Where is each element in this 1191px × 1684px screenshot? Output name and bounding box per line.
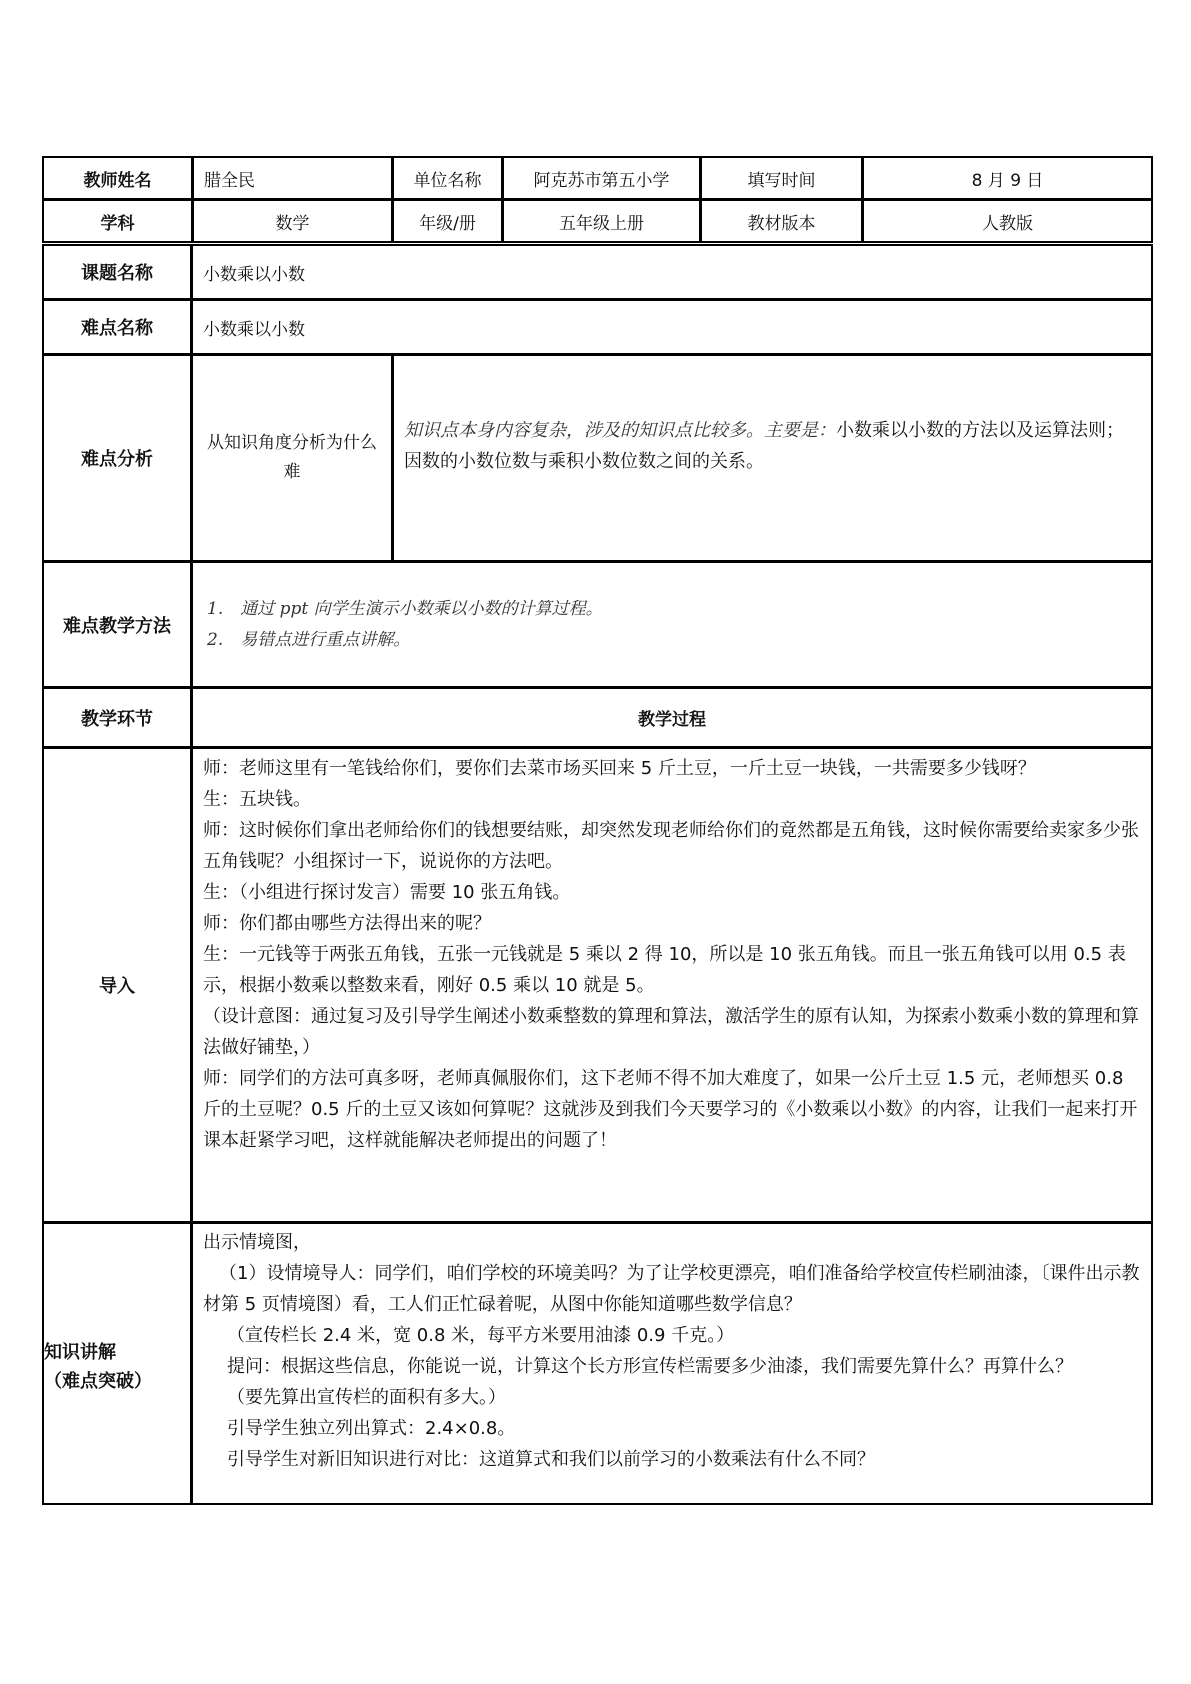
analysis-label: 难点分析 bbox=[42, 354, 192, 562]
knowledge-label-line1: 知识讲解 bbox=[44, 1341, 116, 1363]
edition-label: 教材版本 bbox=[700, 199, 863, 243]
teacher-name: 腊全民 bbox=[192, 156, 393, 200]
intro-line: 师：你们都由哪些方法得出来的呢？ bbox=[203, 913, 491, 934]
analysis-sub-label: 从知识角度分析为什么难 bbox=[191, 354, 393, 562]
topic-label: 课题名称 bbox=[42, 244, 192, 300]
method-item: 1. 通过 ppt 向学生演示小数乘以小数的计算过程。 bbox=[207, 598, 603, 619]
header-grid bbox=[43, 157, 1153, 243]
difficulty-label: 难点名称 bbox=[42, 299, 192, 355]
intro-line: 师：老师这里有一笔钱给你们，要你们去菜市场买回来 5 斤土豆，一斤土豆一块钱，一共需要多少钱呀？ bbox=[203, 758, 1036, 779]
knowledge-line: 出示情境图， bbox=[203, 1232, 311, 1253]
unit-name: 阿克苏市第五小学 bbox=[502, 156, 701, 200]
topic-row bbox=[43, 245, 1153, 300]
knowledge-row bbox=[43, 1223, 1153, 1505]
process-title: 教学过程 bbox=[191, 687, 1153, 748]
difficulty-row bbox=[43, 300, 1153, 355]
lesson-plan-table bbox=[43, 157, 1153, 1505]
intro-content bbox=[191, 747, 1153, 1223]
analysis-plain-text: 小数乘以小数的方法以及运算法则；因数的小数位数与乘积小数位数之间的关系。 bbox=[404, 419, 1124, 472]
process-label: 教学环节 bbox=[42, 687, 192, 748]
knowledge-line: （宣传栏长 2.4 米，宽 0.8 米，每平方米要用油漆 0.9 千克。） bbox=[227, 1325, 735, 1346]
grade: 五年级上册 bbox=[502, 199, 701, 243]
intro-line: 师：同学们的方法可真多呀，老师真佩服你们，这下老师不得不加大难度了，如果一公斤土豆 1.5 元，老师想买 0.8 斤的土豆呢？0.5 斤的土豆又该如何算呢？这就涉及到我们今天要学习的《小数乘以小数》的内容，让我们一起来打开课本赶紧学习吧，这样就能解决老师提出的问题了！ bbox=[203, 1068, 1138, 1151]
fill-time-label: 填写时间 bbox=[700, 156, 863, 200]
edition: 人教版 bbox=[862, 199, 1153, 243]
intro-line: 生：（小组进行探讨发言）需要 10 张五角钱。 bbox=[203, 882, 571, 903]
analysis-row bbox=[43, 355, 1153, 562]
intro-line: 生：五块钱。 bbox=[203, 789, 311, 810]
difficulty-value: 小数乘以小数 bbox=[191, 299, 1153, 355]
intro-label: 导入 bbox=[42, 747, 192, 1223]
method-list bbox=[191, 561, 1153, 688]
knowledge-label-line2: （难点突破） bbox=[44, 1370, 152, 1392]
knowledge-line: 引导学生对新旧知识进行对比：这道算式和我们以前学习的小数乘法有什么不同？ bbox=[227, 1449, 875, 1470]
intro-line: 师：这时候你们拿出老师给你们的钱想要结账，却突然发现老师给你们的竟然都是五角钱，这时候你需要给卖家多少张五角钱呢？小组探讨一下，说说你的方法吧。 bbox=[203, 820, 1139, 872]
teacher-name-label: 教师姓名 bbox=[42, 156, 193, 200]
knowledge-content bbox=[191, 1222, 1153, 1505]
subject-label: 学科 bbox=[42, 199, 193, 243]
unit-label: 单位名称 bbox=[392, 156, 503, 200]
process-header-row bbox=[43, 688, 1153, 748]
knowledge-line: 提问：根据这些信息，你能说一说，计算这个长方形宣传栏需要多少油漆，我们需要先算什么？再算什么？ bbox=[227, 1356, 1073, 1377]
knowledge-line: 引导学生独立列出算式：2.4×0.8。 bbox=[227, 1418, 516, 1439]
grade-label: 年级/册 bbox=[392, 199, 503, 243]
knowledge-line: （1）设情境导人：同学们，咱们学校的环境美吗？为了让学校更漂亮，咱们准备给学校宣传栏刷油漆，〔课件出示教材第 5 页情境图）看，工人们正忙碌着呢，从图中你能知道哪些数学信息？ bbox=[203, 1263, 1140, 1315]
knowledge-line: （要先算出宣传栏的面积有多大。） bbox=[227, 1387, 506, 1408]
knowledge-label bbox=[42, 1222, 192, 1505]
subject: 数学 bbox=[192, 199, 393, 243]
fill-time: 8 月 9 日 bbox=[862, 156, 1153, 200]
intro-line: 生：一元钱等于两张五角钱，五张一元钱就是 5 乘以 2 得 10，所以是 10 张五角钱。而且一张五角钱可以用 0.5 表示，根据小数乘以整数来看，刚好 0.5 乘以 10 就是 5。 bbox=[203, 944, 1126, 996]
analysis-italic-text: 知识点本身内容复杂，涉及的知识点比较多。主要是： bbox=[404, 419, 836, 441]
method-item: 2. 易错点进行重点讲解。 bbox=[207, 629, 411, 650]
topic-value: 小数乘以小数 bbox=[191, 244, 1153, 300]
method-row bbox=[43, 562, 1153, 688]
intro-row bbox=[43, 748, 1153, 1223]
analysis-text bbox=[392, 354, 1153, 562]
method-label: 难点教学方法 bbox=[42, 561, 192, 688]
intro-line: （设计意图：通过复习及引导学生阐述小数乘整数的算理和算法，激活学生的原有认知，为探索小数乘小数的算理和算法做好铺垫，） bbox=[203, 1006, 1139, 1058]
